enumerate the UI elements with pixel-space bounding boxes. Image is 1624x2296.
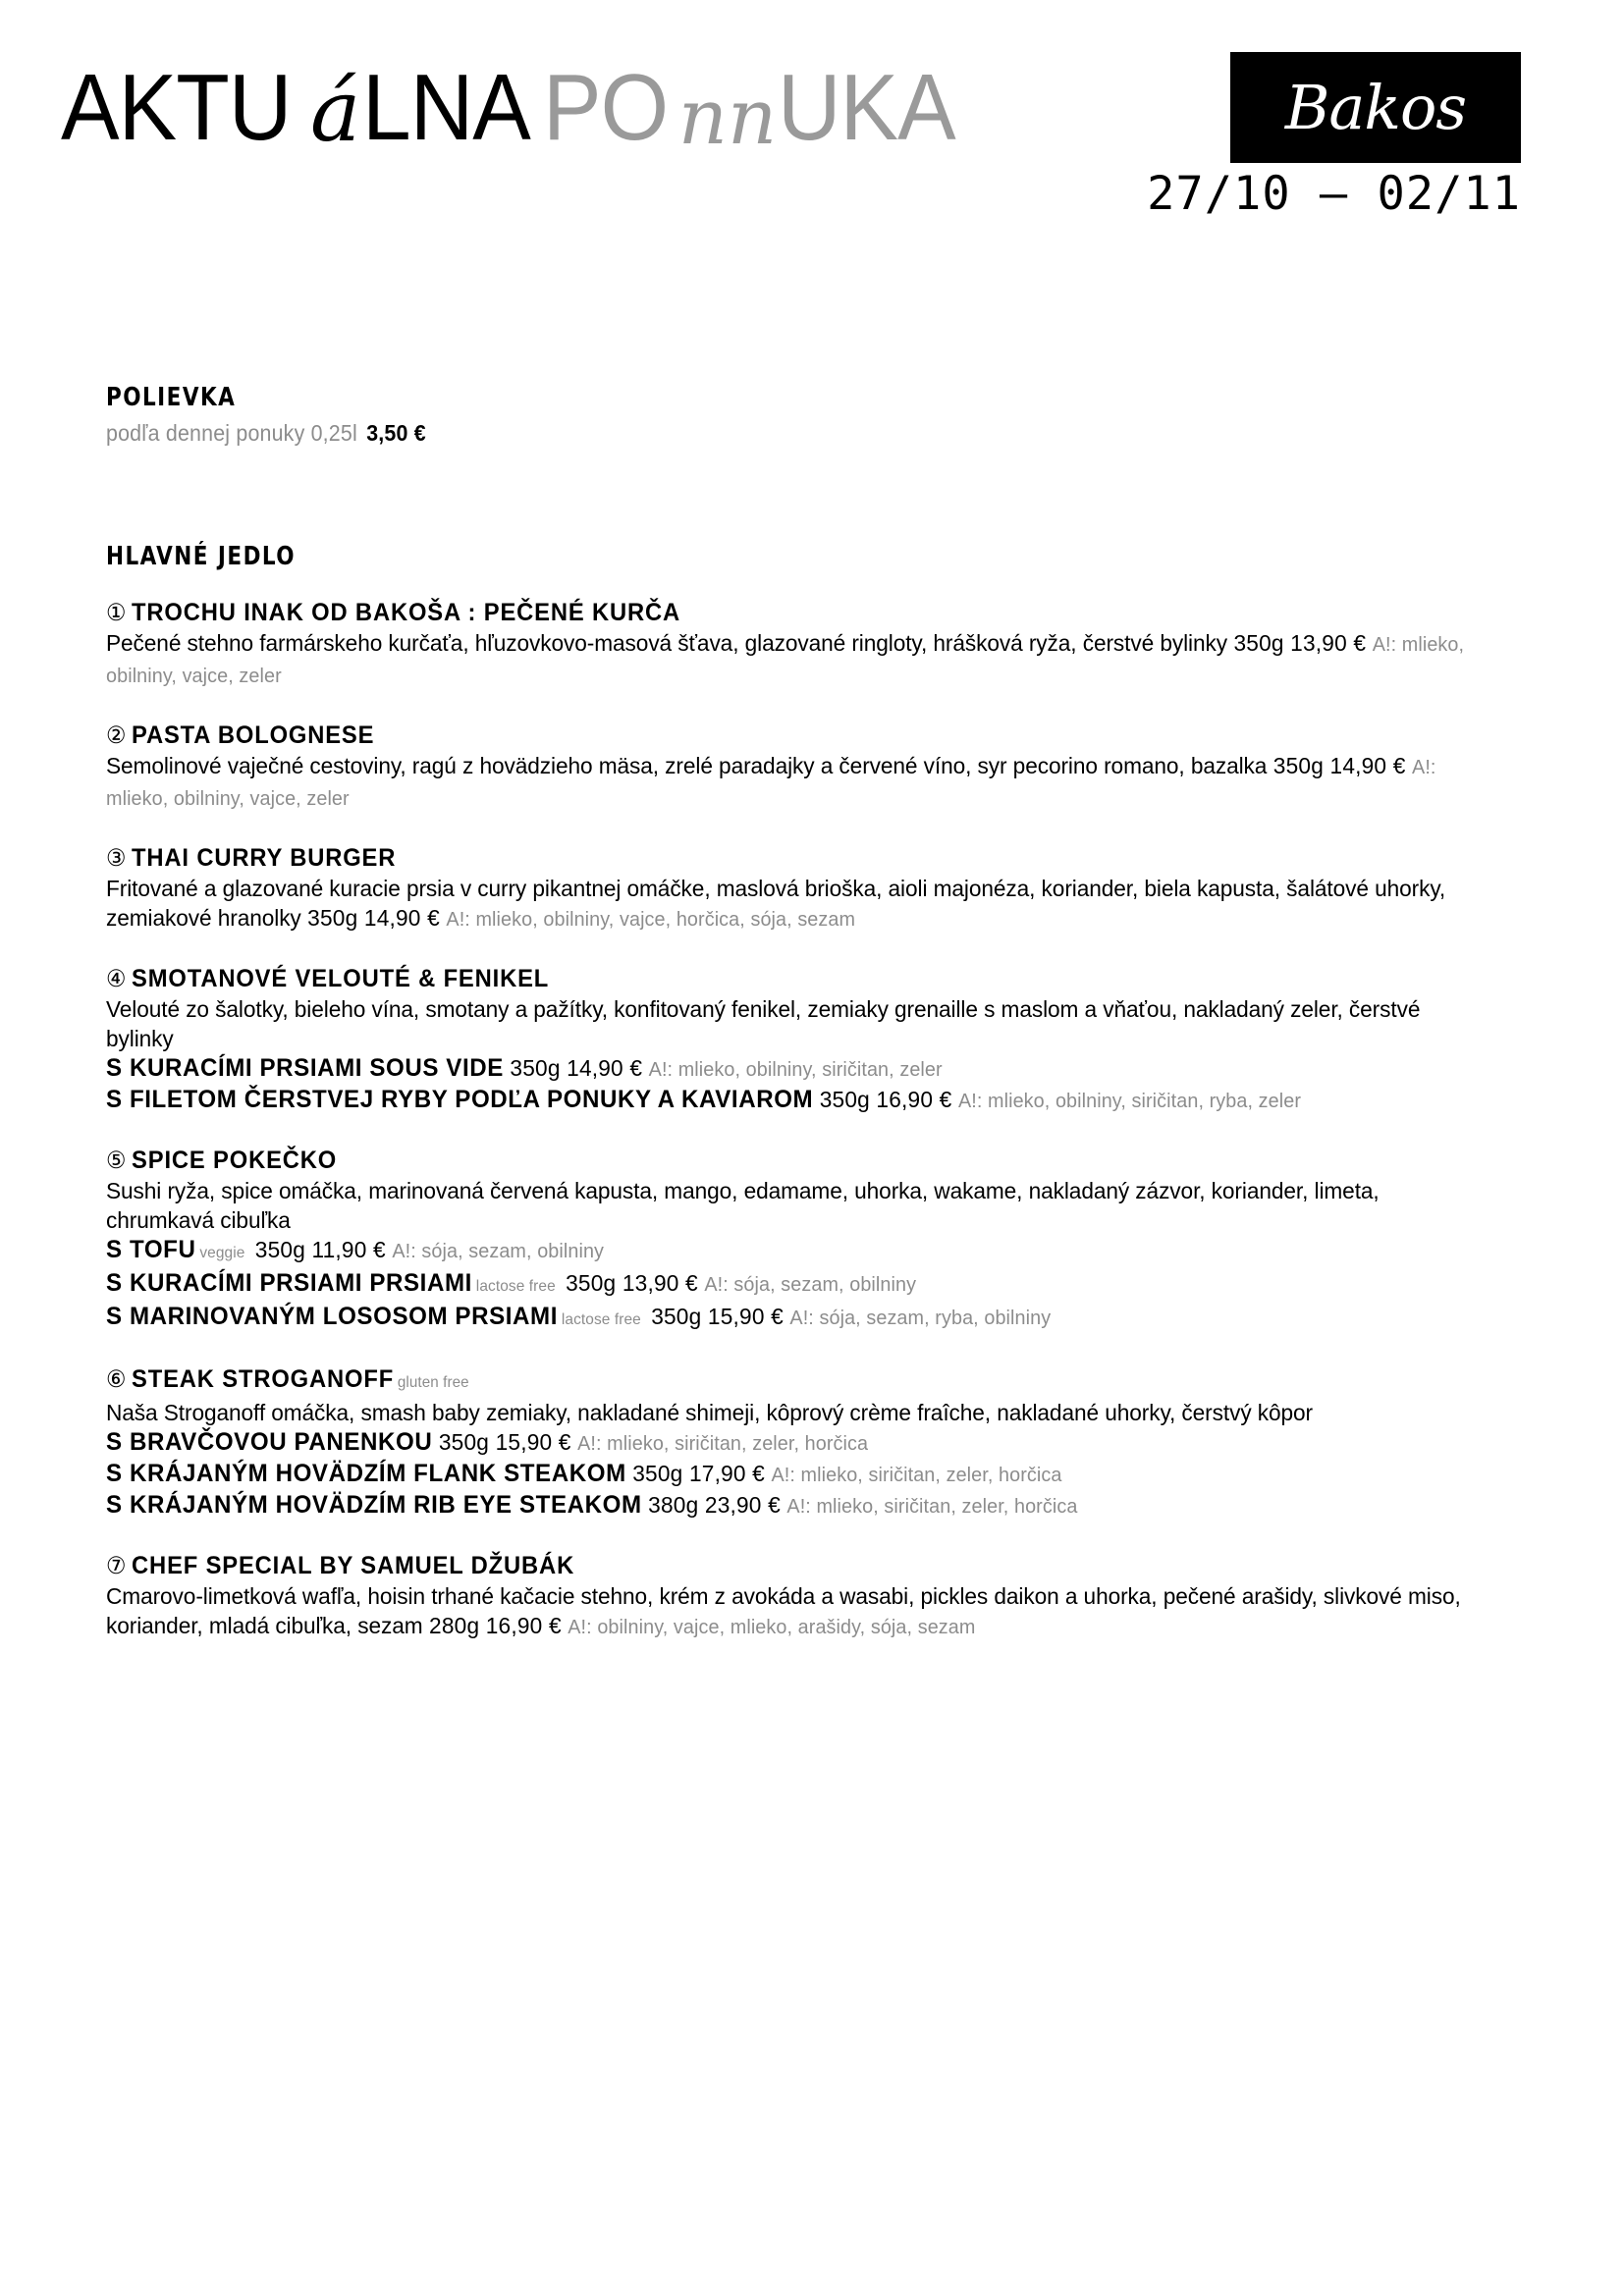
dish-variant-name: S KURACÍMI PRSIAMI SOUS VIDE — [106, 1054, 504, 1082]
dish-item — [106, 1146, 1524, 1335]
dish-description: Sushi ryža, spice omáčka, marinovaná červená kapusta, mango, edamame, uhorka, wakame, nakladaný zázvor, koriander, limeta, chrumkavá cibuľka — [106, 1178, 1380, 1233]
dish-variant-allergens: A!: sója, sezam, obilniny — [392, 1240, 605, 1262]
dish-item — [106, 721, 1524, 814]
dish-variant — [106, 1427, 1474, 1459]
dish-variant-allergens: A!: mlieko, siričitan, zeler, horčica — [577, 1432, 869, 1455]
dish-list — [106, 598, 1524, 1642]
dish-variant-badge: lactose free — [475, 1278, 556, 1295]
menu-content — [106, 383, 1524, 1642]
dish-variant — [106, 1268, 1474, 1302]
dish-name: PASTA BOLOGNESE — [132, 721, 375, 749]
dish-variant-badge: lactose free — [561, 1311, 641, 1328]
dish-variant — [106, 1085, 1474, 1116]
dish-variant-name: S MARINOVANÝM LOSOSOM PRSIAMI — [106, 1303, 559, 1330]
dish-name: SPICE POKEČKO — [132, 1147, 338, 1174]
bakos-logo-text: Bakos — [1284, 71, 1467, 143]
dish-item — [106, 598, 1524, 691]
masthead-title — [61, 55, 969, 162]
dish-variant-portion-price: 350g 11,90 € — [248, 1237, 393, 1262]
dish-variant-badge: veggie — [199, 1245, 245, 1261]
dish-item — [106, 964, 1524, 1116]
dish-item — [106, 843, 1524, 934]
dish-variant-name: S TOFU — [106, 1236, 196, 1263]
soup-description: podľa dennej ponuky 0,25l — [106, 420, 357, 446]
dish-variant-allergens: A!: mlieko, siričitan, zeler, horčica — [786, 1495, 1078, 1518]
dish-title — [106, 843, 1453, 874]
dish-variant-name: S KRÁJANÝM HOVÄDZÍM FLANK STEAKOM — [106, 1460, 626, 1487]
date-range: 27/10 – 02/11 — [1147, 167, 1521, 221]
dish-variant-allergens: A!: sója, sezam, obilniny — [704, 1273, 917, 1296]
dish-description: Fritované a glazované kuracie prsia v curry pikantnej omáčke, maslová brioška, aioli majonéza, koriander, biela kapusta, šalátové uhorky, zemiakové hranolky 350g 14,90 € A!: mlieko, obilniny, vajce, horčica, sója, sezam — [106, 876, 1446, 931]
dish-variant-name: S KRÁJANÝM HOVÄDZÍM RIB EYE STEAKOM — [106, 1491, 642, 1519]
soup-line — [106, 418, 1425, 448]
title-uka: UKA — [778, 55, 956, 160]
dish-variant — [106, 1235, 1474, 1268]
soup-section-heading: POLIEVKA — [106, 383, 237, 412]
dish-allergens: A!: mlieko, obilniny, vajce, zeler — [106, 756, 1436, 810]
dish-variant-allergens: A!: mlieko, obilniny, siričitan, ryba, zeler — [957, 1090, 1302, 1112]
dish-name: SMOTANOVÉ VELOUTÉ & FENIKEL — [132, 965, 550, 992]
bakos-logo — [1230, 52, 1521, 163]
dish-number: ① — [106, 600, 128, 626]
dish-variant — [106, 1053, 1474, 1085]
title-po: PO — [543, 55, 669, 160]
dish-title — [106, 1551, 1453, 1581]
dish-number: ⑤ — [106, 1148, 128, 1174]
title-accent-a: á — [310, 63, 361, 161]
dish-variant-allergens: A!: sója, sezam, ryba, obilniny — [789, 1307, 1052, 1329]
dish-title — [106, 1146, 1453, 1176]
dish-title — [106, 964, 1453, 994]
dish-allergens: A!: mlieko, obilniny, vajce, horčica, sója, sezam — [446, 908, 856, 931]
dish-name: TROCHU INAK OD BAKOŠA : PEČENÉ KURČA — [132, 599, 681, 626]
dish-number: ⑥ — [106, 1366, 128, 1393]
dish-variant-portion-price: 350g 16,90 € — [813, 1087, 958, 1112]
dish-description: Naša Stroganoff omáčka, smash baby zemiaky, nakladané shimeji, kôprový crème fraîche, nakladané uhorky, čerstvý kôpor — [106, 1400, 1314, 1425]
dish-variant-name: S FILETOM ČERSTVEJ RYBY PODĽA PONUKY A KAVIAROM — [106, 1086, 814, 1113]
dish-number: ③ — [106, 845, 128, 872]
dish-description: Pečené stehno farmárskeho kurčaťa, hľuzovkovo-masová šťava, glazované ringloty, hrášková ryža, čerstvé bylinky 350g 13,90 € A!: mlieko, obilniny, vajce, zeler — [106, 630, 1465, 687]
dish-description: Velouté zo šalotky, bieleho vína, smotany a pažítky, konfitovaný fenikel, zemiaky grenaille s maslom a vňaťou, nakladaný zeler, čerstvé bylinky — [106, 996, 1421, 1051]
dish-portion-price: 280g 16,90 € — [422, 1613, 568, 1638]
dish-variant-portion-price: 350g 17,90 € — [625, 1461, 772, 1486]
dish-diet-badge: gluten free — [397, 1374, 469, 1391]
dish-variant-portion-price: 350g 15,90 € — [432, 1429, 578, 1455]
dish-item — [106, 1364, 1524, 1522]
page-header — [0, 0, 1624, 304]
title-script-n: nn — [677, 74, 778, 162]
dish-description: Cmarovo-limetková wafľa, hoisin trhané kačacie stehno, krém z avokáda a wasabi, pickles daikon a uhorka, pečené arašidy, slivkové miso, koriander, mladá cibuľka, sezam 280g 16,90 € A!: obilniny, vajce, mlieko, arašidy, sója, sezam — [106, 1583, 1461, 1638]
dish-name: THAI CURRY BURGER — [132, 844, 397, 872]
mains-section-heading: HLAVNÉ JEDLO — [106, 542, 297, 571]
dish-variant-name: S BRAVČOVOU PANENKOU — [106, 1428, 433, 1456]
dish-variant-portion-price: 350g 15,90 € — [644, 1304, 790, 1329]
dish-portion-price: 350g 13,90 € — [1226, 630, 1373, 656]
dish-allergens: A!: mlieko, obilniny, vajce, zeler — [106, 633, 1465, 687]
dish-number: ④ — [106, 966, 128, 992]
dish-name: CHEF SPECIAL BY SAMUEL DŽUBÁK — [132, 1552, 575, 1579]
dish-portion-price: 350g 14,90 € — [1267, 753, 1413, 778]
dish-variant-portion-price: 350g 14,90 € — [503, 1055, 649, 1081]
dish-variant-allergens: A!: mlieko, obilniny, siričitan, zeler — [648, 1058, 943, 1081]
dish-variant — [106, 1490, 1474, 1522]
dish-variant-portion-price: 350g 13,90 € — [559, 1270, 705, 1296]
dish-description: Semolinové vaječné cestoviny, ragú z hovädzieho mäsa, zrelé paradajky a červené víno, syr pecorino romano, bazalka 350g 14,90 € A!: mlieko, obilniny, vajce, zeler — [106, 753, 1436, 810]
dish-title — [106, 1364, 1453, 1398]
dish-number: ② — [106, 722, 128, 749]
title-lna: LNA — [362, 55, 531, 160]
dish-variant-allergens: A!: mlieko, siričitan, zeler, horčica — [771, 1464, 1062, 1486]
soup-price: 3,50 € — [366, 420, 426, 446]
dish-allergens: A!: obilniny, vajce, mlieko, arašidy, sója, sezam — [568, 1616, 976, 1638]
dish-item — [106, 1551, 1524, 1642]
dish-number: ⑦ — [106, 1553, 128, 1579]
dish-variant-portion-price: 380g 23,90 € — [641, 1492, 787, 1518]
dish-portion-price: 350g 14,90 € — [300, 905, 447, 931]
title-aktu: AKTU — [61, 55, 292, 160]
dish-variant-name: S KURACÍMI PRSIAMI PRSIAMI — [106, 1269, 472, 1297]
dish-name: STEAK STROGANOFF — [132, 1365, 395, 1393]
dish-variant — [106, 1302, 1474, 1335]
dish-title — [106, 598, 1453, 628]
dish-variant — [106, 1459, 1474, 1490]
dish-title — [106, 721, 1453, 751]
